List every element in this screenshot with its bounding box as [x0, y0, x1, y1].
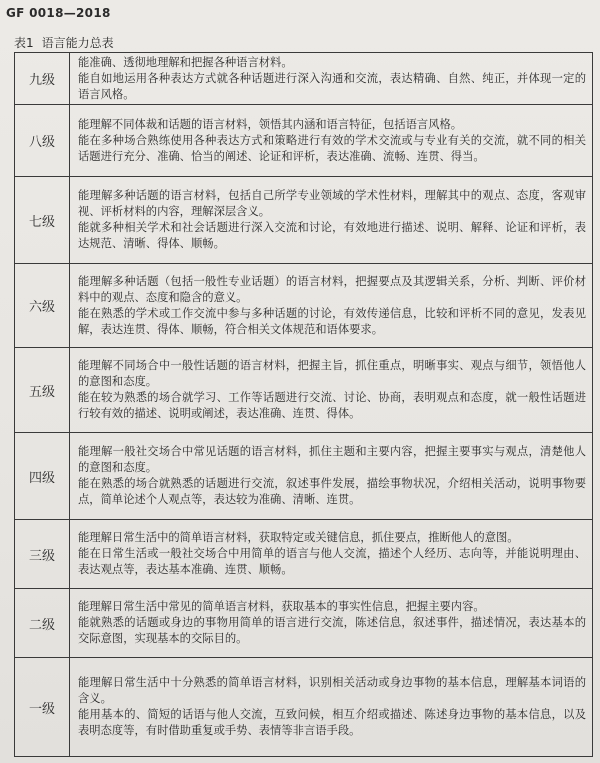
description-line: 能自如地运用各种表达方式就各种话题进行深入沟通和交流，表达精确、自然、纯正，并体现一定的语言风格。	[78, 71, 586, 101]
level-description	[70, 520, 593, 589]
table-row	[15, 177, 593, 264]
description-line: 能在熟悉的场合就熟悉的话题进行交流，叙述事件发展，描绘事物状况，介绍相关活动，说明事物要点，简单论述个人观点等，表达较为准确、清晰、连贯。	[78, 477, 586, 506]
table-row	[15, 53, 593, 105]
language-ability-table	[14, 52, 593, 757]
description-line: 能在熟悉的学术或工作交流中参与多种话题的讨论，有效传递信息，比较和评析不同的意见，发表见解，表达连贯、得体、顺畅，符合相关文体规范和语体要求。	[78, 306, 586, 336]
description-line: 能理解不同体裁和话题的语言材料，领悟其内涵和语言特征，包括语言风格。	[78, 117, 463, 131]
level-description	[70, 348, 593, 433]
description-line: 能就熟悉的话题或身边的事物用简单的语言进行交流，陈述信息，叙述事件，描述情况，表达基本的交际意图，实现基本的交际目的。	[78, 616, 586, 645]
description-line: 能理解一般社交场合中常见话题的语言材料，抓住主题和主要内容，把握主要事实与观点，清楚他人的意图和态度。	[78, 445, 586, 474]
table-number: 表1	[14, 36, 34, 50]
level-description	[70, 433, 593, 520]
table-row	[15, 520, 593, 589]
description-line: 能理解多种话题的语言材料，包括自己所学专业领域的学术性材料，理解其中的观点、态度，客观审视、评析材料的内容，理解深层含义。	[78, 189, 586, 218]
level-description	[70, 105, 593, 177]
level-label: 一级	[15, 658, 70, 757]
table-row	[15, 433, 593, 520]
table-row	[15, 105, 593, 177]
table-row	[15, 589, 593, 658]
level-label: 二级	[15, 589, 70, 658]
table-title: 语言能力总表	[41, 36, 114, 50]
description-line: 能在日常生活或一般社交场合中用简单的语言与他人交流，描述个人经历、志向等，并能说明理由、表达观点等，表达基本准确、连贯、顺畅。	[78, 547, 586, 576]
level-description	[70, 589, 593, 658]
standard-code: GF 0018—2018	[6, 6, 111, 20]
level-description	[70, 53, 593, 105]
level-label: 九级	[15, 53, 70, 105]
table-row	[15, 264, 593, 348]
level-label: 三级	[15, 520, 70, 589]
description-line: 能准确、透彻地理解和把握各种语言材料。	[78, 55, 293, 69]
level-label: 六级	[15, 264, 70, 348]
description-line: 能理解日常生活中的简单语言材料，获取特定或关键信息，抓住要点，推断他人的意图。	[78, 531, 519, 544]
description-line: 能理解日常生活中十分熟悉的简单语言材料，识别相关活动或身边事物的基本信息，理解基本词语的含义。	[78, 676, 586, 705]
description-line: 能在多种场合熟练使用各种表达方式和策略进行有效的学术交流或与专业有关的交流，就不同的相关话题进行充分、准确、恰当的阐述、论证和评析，表达准确、流畅、连贯、得当。	[78, 133, 586, 163]
description-line: 能在较为熟悉的场合就学习、工作等话题进行交流、讨论、协商，表明观点和态度，就一般性话题进行较有效的描述、说明或阐述，表达准确、连贯、得体。	[78, 391, 586, 420]
table-caption	[14, 34, 114, 51]
description-line: 能用基本的、简短的话语与他人交流，互致问候，相互介绍或描述、陈述身边事物的基本信息，以及表明态度等，有时借助重复或手势、表情等非言语手段。	[78, 708, 586, 737]
level-description	[70, 177, 593, 264]
table-row	[15, 658, 593, 757]
level-description	[70, 658, 593, 757]
description-line: 能理解不同场合中一般性话题的语言材料，把握主旨，抓住重点，明晰事实、观点与细节，领悟他人的意图和态度。	[78, 359, 586, 388]
description-line: 能就多种相关学术和社会话题进行深入交流和讨论，有效地进行描述、说明、解释、论证和评析，表达规范、清晰、得体、顺畅。	[78, 221, 586, 250]
level-label: 七级	[15, 177, 70, 264]
description-line: 能理解日常生活中常见的简单语言材料，获取基本的事实性信息，把握主要内容。	[78, 600, 485, 613]
description-line: 能理解多种话题（包括一般性专业话题）的语言材料，把握要点及其逻辑关系，分析、判断、评价材料中的观点、态度和隐含的意义。	[78, 274, 586, 304]
level-label: 八级	[15, 105, 70, 177]
level-description	[70, 264, 593, 348]
table-row	[15, 348, 593, 433]
level-label: 五级	[15, 348, 70, 433]
level-label: 四级	[15, 433, 70, 520]
